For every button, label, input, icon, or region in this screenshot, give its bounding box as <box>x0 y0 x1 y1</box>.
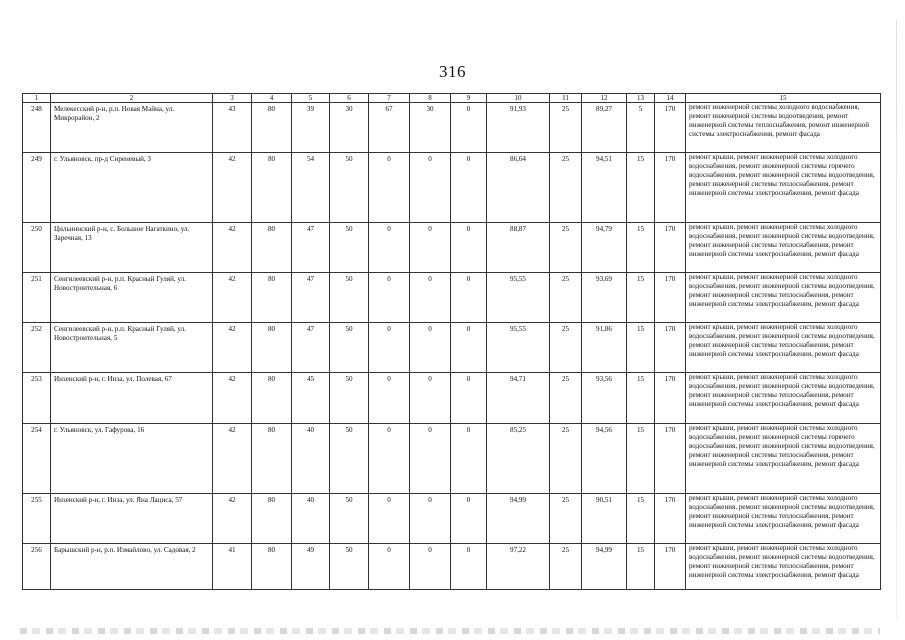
value-cell-c6: 50 <box>330 153 369 223</box>
value-cell-c10: 86,64 <box>487 153 550 223</box>
value-cell-c10: 94,99 <box>487 494 550 544</box>
value-cell-c3: 42 <box>213 373 252 424</box>
value-cell-c14: 170 <box>655 223 686 273</box>
value-cell-c8: 30 <box>410 103 451 153</box>
value-cell-c3: 42 <box>213 424 252 494</box>
works-cell: ремонт крыши, ремонт инженерной системы холодного водоснабжения, ремонт инженерной системы водоотведения, ремонт инженерной системы теплоснабжения, ремонт инженерной системы электроснабжения, ремонт фасада <box>686 373 881 424</box>
value-cell-c14: 170 <box>655 544 686 590</box>
value-cell-c11: 25 <box>550 223 582 273</box>
value-cell-c10: 85,25 <box>487 424 550 494</box>
value-cell-c14: 170 <box>655 494 686 544</box>
value-cell-c11: 25 <box>550 323 582 373</box>
column-header: 9 <box>451 94 487 103</box>
table-row <box>23 153 881 223</box>
value-cell-c13: 5 <box>627 103 655 153</box>
value-cell-c9: 0 <box>451 153 487 223</box>
value-cell-c9: 0 <box>451 103 487 153</box>
value-cell-c4: 80 <box>252 424 292 494</box>
value-cell-c4: 80 <box>252 373 292 424</box>
value-cell-c12: 89,27 <box>582 103 627 153</box>
value-cell-c7: 0 <box>369 494 410 544</box>
value-cell-c11: 25 <box>550 494 582 544</box>
value-cell-c8: 0 <box>410 494 451 544</box>
value-cell-c8: 0 <box>410 323 451 373</box>
row-number-cell: 252 <box>23 323 51 373</box>
value-cell-c10: 95,55 <box>487 273 550 323</box>
address-cell: Мелекесский р-н, р.п. Новая Майна, ул. Микрорайон, 2 <box>51 103 213 153</box>
value-cell-c11: 25 <box>550 273 582 323</box>
column-header: 13 <box>627 94 655 103</box>
page-number: 316 <box>439 62 466 81</box>
value-cell-c4: 80 <box>252 273 292 323</box>
works-cell: ремонт крыши, ремонт инженерной системы холодного водоснабжения, ремонт инженерной системы водоотведения, ремонт инженерной системы теплоснабжения, ремонт инженерной системы электроснабжения, ремонт фасада <box>686 223 881 273</box>
value-cell-c12: 93,56 <box>582 373 627 424</box>
value-cell-c4: 80 <box>252 153 292 223</box>
works-cell: ремонт крыши, ремонт инженерной системы холодного водоснабжения, ремонт инженерной системы водоотведения, ремонт инженерной системы теплоснабжения, ремонт инженерной системы электроснабжения, ремонт фасада <box>686 494 881 544</box>
value-cell-c13: 15 <box>627 223 655 273</box>
value-cell-c7: 0 <box>369 323 410 373</box>
value-cell-c12: 94,99 <box>582 544 627 590</box>
row-number-cell: 249 <box>23 153 51 223</box>
value-cell-c8: 0 <box>410 223 451 273</box>
value-cell-c8: 0 <box>410 424 451 494</box>
value-cell-c12: 93,69 <box>582 273 627 323</box>
value-cell-c4: 80 <box>252 494 292 544</box>
value-cell-c13: 15 <box>627 373 655 424</box>
column-header: 7 <box>369 94 410 103</box>
value-cell-c9: 0 <box>451 223 487 273</box>
value-cell-c7: 67 <box>369 103 410 153</box>
value-cell-c6: 50 <box>330 323 369 373</box>
table-row <box>23 273 881 323</box>
value-cell-c12: 94,56 <box>582 424 627 494</box>
value-cell-c6: 50 <box>330 273 369 323</box>
value-cell-c3: 42 <box>213 323 252 373</box>
value-cell-c9: 0 <box>451 424 487 494</box>
value-cell-c8: 0 <box>410 373 451 424</box>
value-cell-c7: 0 <box>369 544 410 590</box>
value-cell-c3: 42 <box>213 153 252 223</box>
value-cell-c10: 95,55 <box>487 323 550 373</box>
row-number-cell: 254 <box>23 424 51 494</box>
value-cell-c14: 170 <box>655 373 686 424</box>
scan-noise-strip <box>20 628 880 634</box>
address-cell: г. Ульяновск, ул. Гафурова, 16 <box>51 424 213 494</box>
value-cell-c12: 91,86 <box>582 323 627 373</box>
value-cell-c5: 47 <box>292 273 330 323</box>
column-header: 2 <box>51 94 213 103</box>
value-cell-c6: 50 <box>330 373 369 424</box>
column-header: 12 <box>582 94 627 103</box>
address-cell: Сенгилеевский р-н, р.п. Красный Гуляй, ул. Новостроительная, 5 <box>51 323 213 373</box>
value-cell-c3: 42 <box>213 494 252 544</box>
value-cell-c8: 0 <box>410 544 451 590</box>
value-cell-c7: 0 <box>369 373 410 424</box>
value-cell-c5: 45 <box>292 373 330 424</box>
row-number-cell: 250 <box>23 223 51 273</box>
value-cell-c12: 94,79 <box>582 223 627 273</box>
value-cell-c8: 0 <box>410 273 451 323</box>
works-cell: ремонт крыши, ремонт инженерной системы холодного водоснабжения, ремонт инженерной системы водоотведения, ремонт инженерной системы теплоснабжения, ремонт инженерной системы электроснабжения, ремонт фасада <box>686 544 881 590</box>
value-cell-c13: 15 <box>627 494 655 544</box>
value-cell-c13: 15 <box>627 544 655 590</box>
row-number-cell: 255 <box>23 494 51 544</box>
value-cell-c4: 80 <box>252 103 292 153</box>
row-number-cell: 251 <box>23 273 51 323</box>
row-number-cell: 253 <box>23 373 51 424</box>
value-cell-c10: 91,93 <box>487 103 550 153</box>
value-cell-c3: 42 <box>213 223 252 273</box>
column-header: 8 <box>410 94 451 103</box>
value-cell-c5: 49 <box>292 544 330 590</box>
scan-edge <box>896 20 897 620</box>
value-cell-c5: 47 <box>292 323 330 373</box>
value-cell-c5: 47 <box>292 223 330 273</box>
address-cell: Цильнинский р-н, с. Большое Нагаткино, ул. Заречная, 13 <box>51 223 213 273</box>
value-cell-c9: 0 <box>451 323 487 373</box>
value-cell-c6: 50 <box>330 424 369 494</box>
works-cell: ремонт крыши, ремонт инженерной системы холодного водоснабжения, ремонт инженерной системы горячего водоснабжения, ремонт инженерной системы водоотведения, ремонт инженерной системы теплоснабжения, ремонт инженерной системы электроснабжения, ремонт фасада <box>686 153 881 223</box>
value-cell-c13: 15 <box>627 424 655 494</box>
address-cell: Сенгилеевский р-н, р.п. Красный Гуляй, ул. Новостроительная, 6 <box>51 273 213 323</box>
works-cell: ремонт крыши, ремонт инженерной системы холодного водоснабжения, ремонт инженерной системы горячего водоснабжения, ремонт инженерной системы водоотведения, ремонт инженерной системы теплоснабжения, ремонт инженерной системы электроснабжения, ремонт фасада <box>686 424 881 494</box>
value-cell-c14: 170 <box>655 424 686 494</box>
value-cell-c6: 50 <box>330 494 369 544</box>
value-cell-c13: 15 <box>627 273 655 323</box>
repair-table-frame <box>22 93 880 590</box>
table-row <box>23 544 881 590</box>
value-cell-c10: 88,87 <box>487 223 550 273</box>
table-body <box>23 103 881 590</box>
value-cell-c6: 30 <box>330 103 369 153</box>
value-cell-c13: 15 <box>627 323 655 373</box>
value-cell-c8: 0 <box>410 153 451 223</box>
column-header: 11 <box>550 94 582 103</box>
works-cell: ремонт инженерной системы холодного водоснабжения, ремонт инженерной системы водоотведения, ремонт инженерной системы теплоснабжения, ремонт инженерной системы электроснабжения, ремонт фасада <box>686 103 881 153</box>
value-cell-c4: 80 <box>252 323 292 373</box>
column-header: 3 <box>213 94 252 103</box>
header-row <box>23 94 881 103</box>
table-row <box>23 323 881 373</box>
value-cell-c5: 40 <box>292 494 330 544</box>
address-cell: Инзенский р-н, г. Инза, ул. Яна Лациса, 57 <box>51 494 213 544</box>
address-cell: Инзенский р-н, г. Инза, ул. Полевая, 67 <box>51 373 213 424</box>
value-cell-c11: 25 <box>550 373 582 424</box>
table-row <box>23 424 881 494</box>
value-cell-c9: 0 <box>451 544 487 590</box>
value-cell-c12: 94,51 <box>582 153 627 223</box>
column-header: 5 <box>292 94 330 103</box>
value-cell-c14: 170 <box>655 103 686 153</box>
row-number-cell: 256 <box>23 544 51 590</box>
value-cell-c3: 42 <box>213 273 252 323</box>
value-cell-c14: 170 <box>655 153 686 223</box>
value-cell-c7: 0 <box>369 153 410 223</box>
column-header: 10 <box>487 94 550 103</box>
repair-table <box>22 93 881 590</box>
column-header: 14 <box>655 94 686 103</box>
value-cell-c9: 0 <box>451 273 487 323</box>
table-row <box>23 494 881 544</box>
value-cell-c11: 25 <box>550 544 582 590</box>
value-cell-c12: 90,51 <box>582 494 627 544</box>
value-cell-c13: 15 <box>627 153 655 223</box>
column-header: 15 <box>686 94 881 103</box>
value-cell-c14: 170 <box>655 323 686 373</box>
value-cell-c6: 50 <box>330 223 369 273</box>
value-cell-c7: 0 <box>369 223 410 273</box>
value-cell-c5: 39 <box>292 103 330 153</box>
address-cell: г. Ульяновск, пр-д Сиреневый, 3 <box>51 153 213 223</box>
value-cell-c9: 0 <box>451 373 487 424</box>
value-cell-c4: 80 <box>252 223 292 273</box>
value-cell-c5: 40 <box>292 424 330 494</box>
table-row <box>23 223 881 273</box>
address-cell: Барышский р-н, р.п. Измайлово, ул. Садовая, 2 <box>51 544 213 590</box>
works-cell: ремонт крыши, ремонт инженерной системы холодного водоснабжения, ремонт инженерной системы водоотведения, ремонт инженерной системы теплоснабжения, ремонт инженерной системы электроснабжения, ремонт фасада <box>686 323 881 373</box>
works-cell: ремонт крыши, ремонт инженерной системы холодного водоснабжения, ремонт инженерной системы водоотведения, ремонт инженерной системы теплоснабжения, ремонт инженерной системы электроснабжения, ремонт фасада <box>686 273 881 323</box>
value-cell-c10: 97,22 <box>487 544 550 590</box>
column-header: 4 <box>252 94 292 103</box>
value-cell-c3: 43 <box>213 103 252 153</box>
value-cell-c7: 0 <box>369 424 410 494</box>
value-cell-c3: 41 <box>213 544 252 590</box>
value-cell-c11: 25 <box>550 153 582 223</box>
value-cell-c10: 94,71 <box>487 373 550 424</box>
value-cell-c14: 170 <box>655 273 686 323</box>
column-header: 6 <box>330 94 369 103</box>
row-number-cell: 248 <box>23 103 51 153</box>
table-row <box>23 373 881 424</box>
value-cell-c7: 0 <box>369 273 410 323</box>
value-cell-c9: 0 <box>451 494 487 544</box>
value-cell-c5: 54 <box>292 153 330 223</box>
value-cell-c11: 25 <box>550 103 582 153</box>
column-header: 1 <box>23 94 51 103</box>
value-cell-c11: 25 <box>550 424 582 494</box>
value-cell-c6: 50 <box>330 544 369 590</box>
value-cell-c4: 80 <box>252 544 292 590</box>
table-row <box>23 103 881 153</box>
